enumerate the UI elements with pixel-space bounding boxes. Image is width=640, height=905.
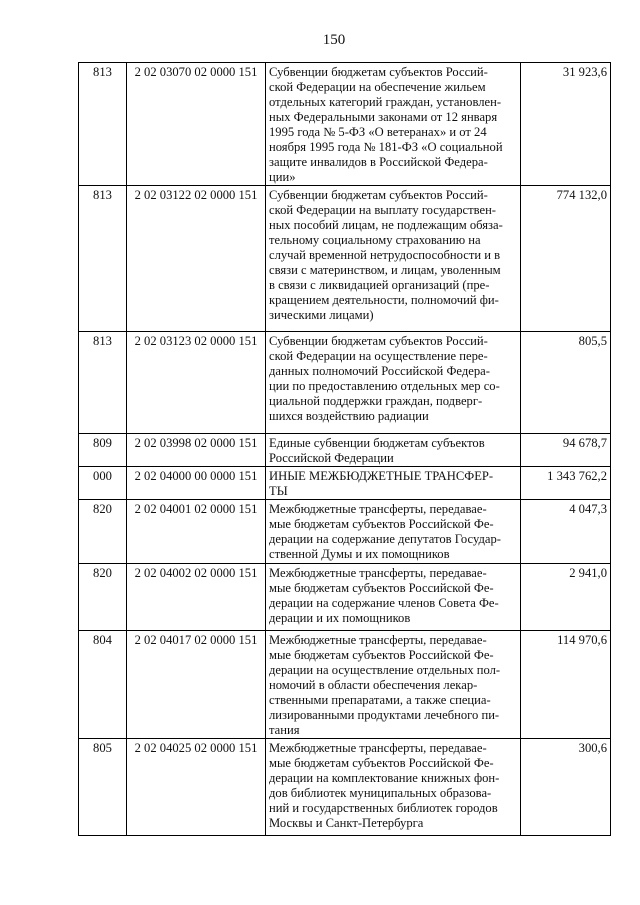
classification-code-cell: 2 02 04002 02 0000 151 <box>127 564 266 631</box>
classification-code-cell: 2 02 03998 02 0000 151 <box>127 434 266 467</box>
table-row <box>79 631 611 739</box>
classification-code-cell: 2 02 03070 02 0000 151 <box>127 63 266 186</box>
table-row <box>79 332 611 434</box>
amount-cell: 300,6 <box>521 739 611 836</box>
table-row <box>79 467 611 500</box>
admin-code-cell: 820 <box>79 500 127 564</box>
description-cell: Межбюджетные трансферты, передавае- мые бюджетам субъектов Российской Фе- дерации на содержание депутатов Государ- ственной Думы и их помощников <box>266 500 521 564</box>
table-row <box>79 564 611 631</box>
description-cell: Межбюджетные трансферты, передавае- мые бюджетам субъектов Российской Фе- дерации на содержание членов Совета Фе- дерации и их помощников <box>266 564 521 631</box>
admin-code-cell: 813 <box>79 186 127 332</box>
admin-code-cell: 809 <box>79 434 127 467</box>
description-cell: Межбюджетные трансферты, передавае- мые бюджетам субъектов Российской Фе- дерации на осуществление отдельных пол- номочий в области обеспечения лекар- ственными препаратами, а также специа- лизированными продуктами лечебного пи- тания <box>266 631 521 739</box>
description-cell: Единые субвенции бюджетам субъектов Российской Федерации <box>266 434 521 467</box>
classification-code-cell: 2 02 03123 02 0000 151 <box>127 332 266 434</box>
page-number: 150 <box>322 32 346 48</box>
classification-code-cell: 2 02 04017 02 0000 151 <box>127 631 266 739</box>
table-row <box>79 434 611 467</box>
admin-code-cell: 805 <box>79 739 127 836</box>
description-cell: ИНЫЕ МЕЖБЮДЖЕТНЫЕ ТРАНСФЕР- ТЫ <box>266 467 521 500</box>
table-row <box>79 739 611 836</box>
classification-code-cell: 2 02 04000 00 0000 151 <box>127 467 266 500</box>
amount-cell: 31 923,6 <box>521 63 611 186</box>
description-cell: Межбюджетные трансферты, передавае- мые бюджетам субъектов Российской Фе- дерации на комплектование книжных фон- дов библиотек муниципальных образова- ний и государственных библиотек городов Москвы и Санкт-Петербурга <box>266 739 521 836</box>
classification-code-cell: 2 02 04001 02 0000 151 <box>127 500 266 564</box>
amount-cell: 94 678,7 <box>521 434 611 467</box>
admin-code-cell: 820 <box>79 564 127 631</box>
amount-cell: 1 343 762,2 <box>521 467 611 500</box>
admin-code-cell: 804 <box>79 631 127 739</box>
amount-cell: 2 941,0 <box>521 564 611 631</box>
table-row <box>79 500 611 564</box>
budget-table <box>78 62 611 836</box>
description-cell: Субвенции бюджетам субъектов Россий- ской Федерации на осуществление пере- данных полномочий Российской Федера- ции по предоставлению отдельных мер со- циальной поддержки граждан, подверг- шихся воздействию радиации <box>266 332 521 434</box>
description-cell: Субвенции бюджетам субъектов Россий- ской Федерации на выплату государствен- ных пособий лицам, не подлежащим обяза- тельному социальному страхованию на случай временной нетрудоспособности и в связи с материнством, и лицам, уволенным в связи с ликвидацией организаций (пре- кращением деятельности, полномочий фи- зическими лицами) <box>266 186 521 332</box>
amount-cell: 4 047,3 <box>521 500 611 564</box>
classification-code-cell: 2 02 04025 02 0000 151 <box>127 739 266 836</box>
amount-cell: 805,5 <box>521 332 611 434</box>
table-row <box>79 63 611 186</box>
classification-code-cell: 2 02 03122 02 0000 151 <box>127 186 266 332</box>
admin-code-cell: 000 <box>79 467 127 500</box>
table-row <box>79 186 611 332</box>
admin-code-cell: 813 <box>79 332 127 434</box>
description-cell: Субвенции бюджетам субъектов Россий- ской Федерации на обеспечение жильем отдельных категорий граждан, установлен- ных Федеральными законами от 12 января 1995 года № 5-ФЗ «О ветеранах» и от 24 ноября 1995 года № 181-ФЗ «О социальной защите инвалидов в Российской Федера- ции» <box>266 63 521 186</box>
amount-cell: 774 132,0 <box>521 186 611 332</box>
amount-cell: 114 970,6 <box>521 631 611 739</box>
admin-code-cell: 813 <box>79 63 127 186</box>
